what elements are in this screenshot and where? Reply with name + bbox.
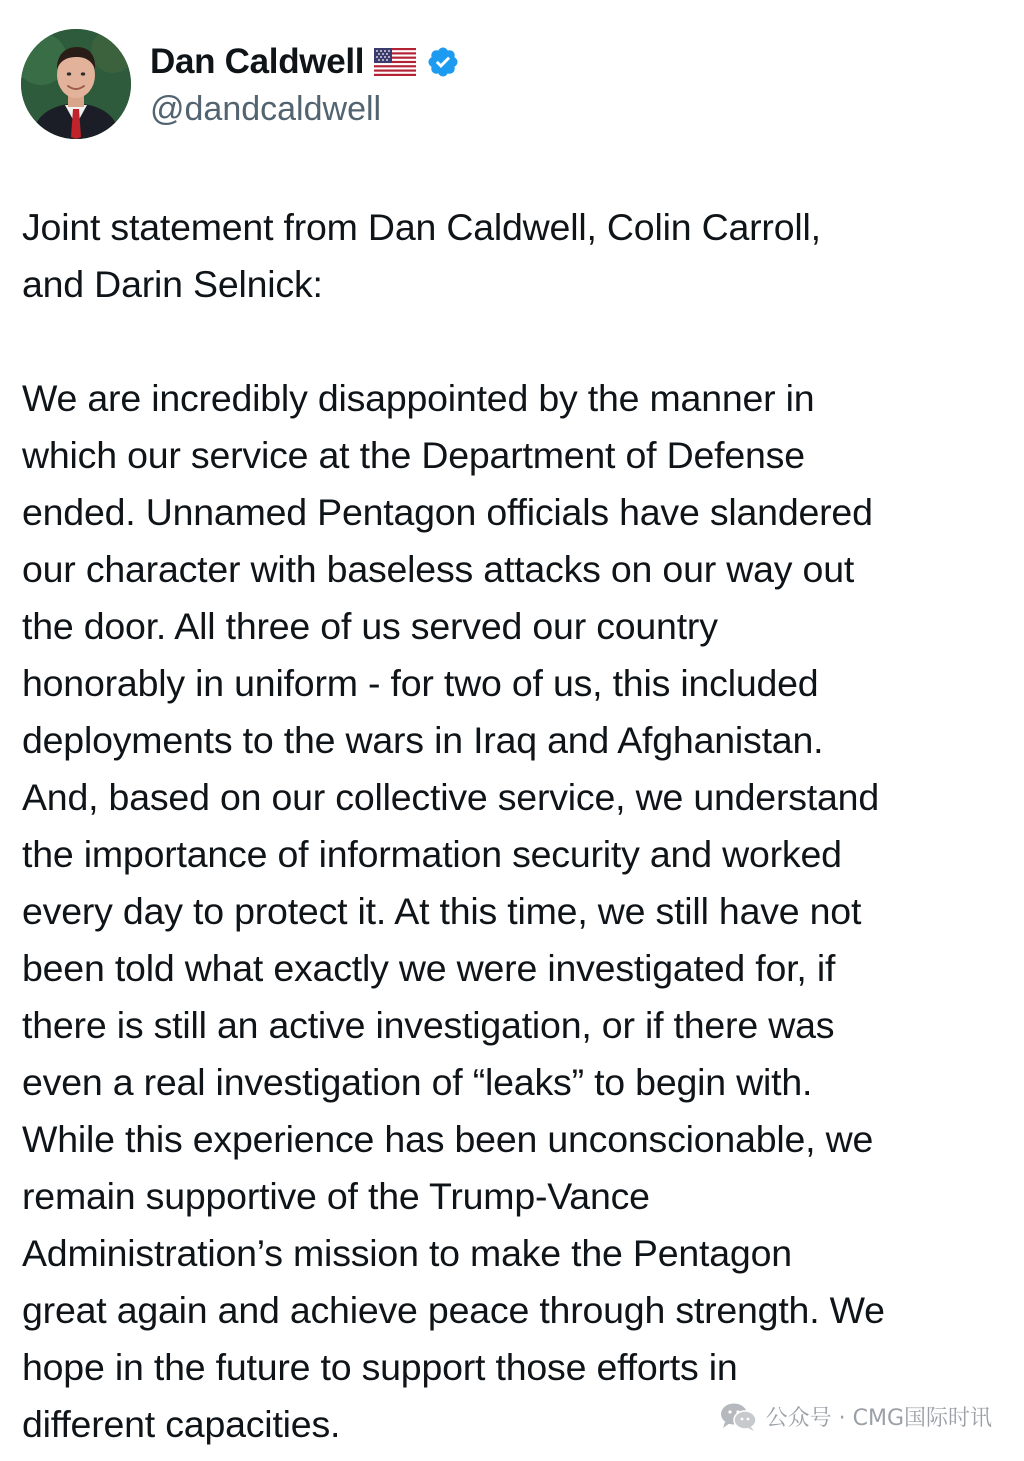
post-line: ended. Unnamed Pentagon officials have slandered [22,491,873,533]
watermark [720,1401,992,1432]
author-handle[interactable]: @dandcaldwell [150,90,382,128]
post-line: our character with baseless attacks on our way out [22,548,855,590]
post-line: the door. All three of us served our country [22,605,718,647]
post-line: hope in the future to support those efforts in [22,1346,738,1388]
post-text [22,199,1002,1453]
post-line: great again and achieve peace through strength. We [22,1289,885,1331]
post-line: Joint statement from Dan Caldwell, Colin Carroll, [22,206,821,248]
verified-badge-icon[interactable] [426,45,460,79]
post-line: remain supportive of the Trump-Vance [22,1175,650,1217]
avatar-image [21,29,131,139]
post-paragraph-intro [22,199,1002,313]
author-display-name[interactable]: Dan Caldwell [150,42,365,81]
watermark-text: 公众号 · CMG国际时讯 [765,1406,992,1431]
post-line: every day to protect it. At this time, we still have not [22,890,862,932]
post-line: different capacities. [22,1403,341,1445]
post-line: there is still an active investigation, or if there was [22,1004,835,1046]
post-line: We are incredibly disappointed by the manner in [22,377,815,419]
post-line: Administration’s mission to make the Pentagon [22,1232,792,1274]
post-line: deployments to the wars in Iraq and Afghanistan. [22,719,824,761]
post-line: the importance of information security and worked [22,833,842,875]
paragraph-spacer [22,313,1002,370]
post-line: While this experience has been unconscionable, we [22,1118,874,1160]
wechat-icon [720,1402,758,1432]
post-line: And, based on our collective service, we understand [22,776,879,818]
post-paragraph-statement [22,370,1002,1453]
post-line: been told what exactly we were investigated for, if [22,947,836,989]
post-line: even a real investigation of “leaks” to begin with. [22,1061,813,1103]
post-line: which our service at the Department of Defense [22,434,805,476]
avatar[interactable] [21,29,131,139]
us-flag-icon [374,48,416,76]
post-line: honorably in uniform - for two of us, this included [22,662,819,704]
post-line: and Darin Selnick: [22,263,323,305]
author-name-row [150,40,460,84]
